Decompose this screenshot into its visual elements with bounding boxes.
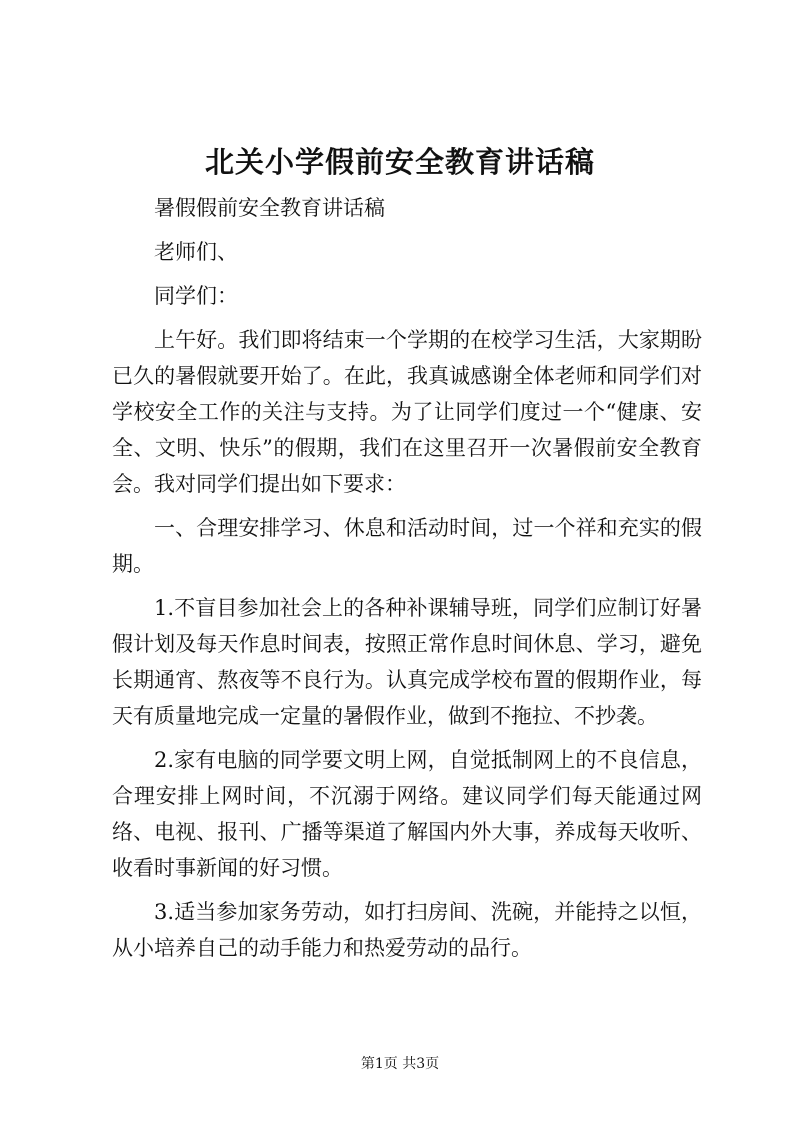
document-title: 北关小学假前安全教育讲话稿 [204,145,595,179]
paragraph-greeting: 上午好。我们即将结束一个学期的在校学习生活，大家期盼已久的暑假就要开始了。在此，我真诚感谢全体老师和同学们对学校安全工作的关注与支持。为了让同学们度过一个“健康、安全、文明、快乐”的假期，我们在这里召开一次暑假前安全教育会。我对同学们提出如下要求： [112,328,702,496]
paragraph-item-2: 2.家有电脑的同学要文明上网，自觉抵制网上的不良信息，合理安排上网时间，不沉溺于网络。建议同学们每天能通过网络、电视、报刊、广播等渠道了解国内外大事，养成每天收听、收看时事新闻的好习惯。 [112,748,702,880]
paragraph-section-one: 一、合理安排学习、休息和活动时间，过一个祥和充实的假期。 [112,516,702,576]
paragraph-salutation-teachers: 老师们、 [154,240,238,264]
paragraph-salutation-students: 同学们： [154,284,238,308]
paragraph-item-1: 1.不盲目参加社会上的各种补课辅导班，同学们应制订好暑假计划及每天作息时间表，按照正常作息时间休息、学习，避免长期通宵、熬夜等不良行为。认真完成学校布置的假期作业，每天有质量地完成一定量的暑假作业，做到不拖拉、不抄袭。 [112,596,702,728]
paragraph-subtitle: 暑假假前安全教育讲话稿 [154,196,385,220]
document-body [112,190,702,974]
page-footer: 第1页 共3页 [360,1056,440,1072]
paragraph-item-3: 3.适当参加家务劳动，如打扫房间、洗碗，并能持之以恒，从小培养自己的动手能力和热爱劳动的品行。 [112,900,702,960]
